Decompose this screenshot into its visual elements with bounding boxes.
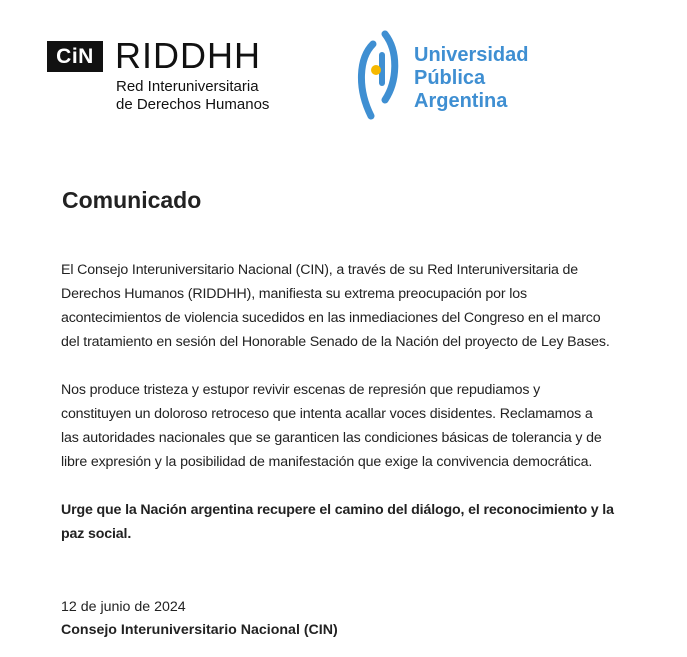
paragraph-3-line: paz social. [61,526,132,542]
upa-line3: Argentina [414,90,508,112]
paragraph-1-line: Derechos Humanos (RIDDHH), manifiesta su extrema preocupación por los [61,286,527,302]
paragraph-2-line: Nos produce tristeza y estupor revivir escenas de represión que repudiamos y [61,382,541,398]
paragraph-2 [61,378,661,474]
paragraph-1-line: acontecimientos de violencia sucedidos en las inmediaciones del Congreso en el marco [61,310,601,326]
riddhh-subtitle [116,78,269,114]
paragraph-3-line: Urge que la Nación argentina recupere el camino del diálogo, el reconocimiento y la [61,502,614,518]
paragraph-1 [61,258,661,354]
cin-logo: CiN [47,41,103,72]
riddhh-subtitle-line2: de Derechos Humanos [116,96,270,113]
paragraph-1-line: del tratamiento en sesión del Honorable Senado de la Nación del proyecto de Ley Bases. [61,334,610,350]
upa-wordmark [414,44,528,113]
document-signature: Consejo Interuniversitario Nacional (CIN) [61,622,338,638]
upa-mark-icon [355,30,401,120]
paragraph-3 [61,498,661,546]
upa-line1: Universidad [414,44,529,66]
paragraph-2-line: constituyen un doloroso retroceso que intenta acallar voces disidentes. Reclamamos a [61,406,593,422]
riddhh-title: RIDDHH [115,35,261,76]
riddhh-subtitle-line1: Red Interuniversitaria [116,78,259,95]
paragraph-2-line: las autoridades nacionales que se garanticen las condiciones básicas de tolerancia y de [61,430,602,446]
document-date: 12 de junio de 2024 [61,599,186,615]
upa-logo [355,30,555,122]
page-title: Comunicado [62,187,202,213]
paragraph-1-line: El Consejo Interuniversitario Nacional (CIN), a través de su Red Interuniversitaria de [61,262,579,278]
paragraph-2-line: libre expresión y la posibilidad de manifestación que exige la convivencia democrática. [61,454,593,470]
upa-line2: Pública [414,67,486,89]
